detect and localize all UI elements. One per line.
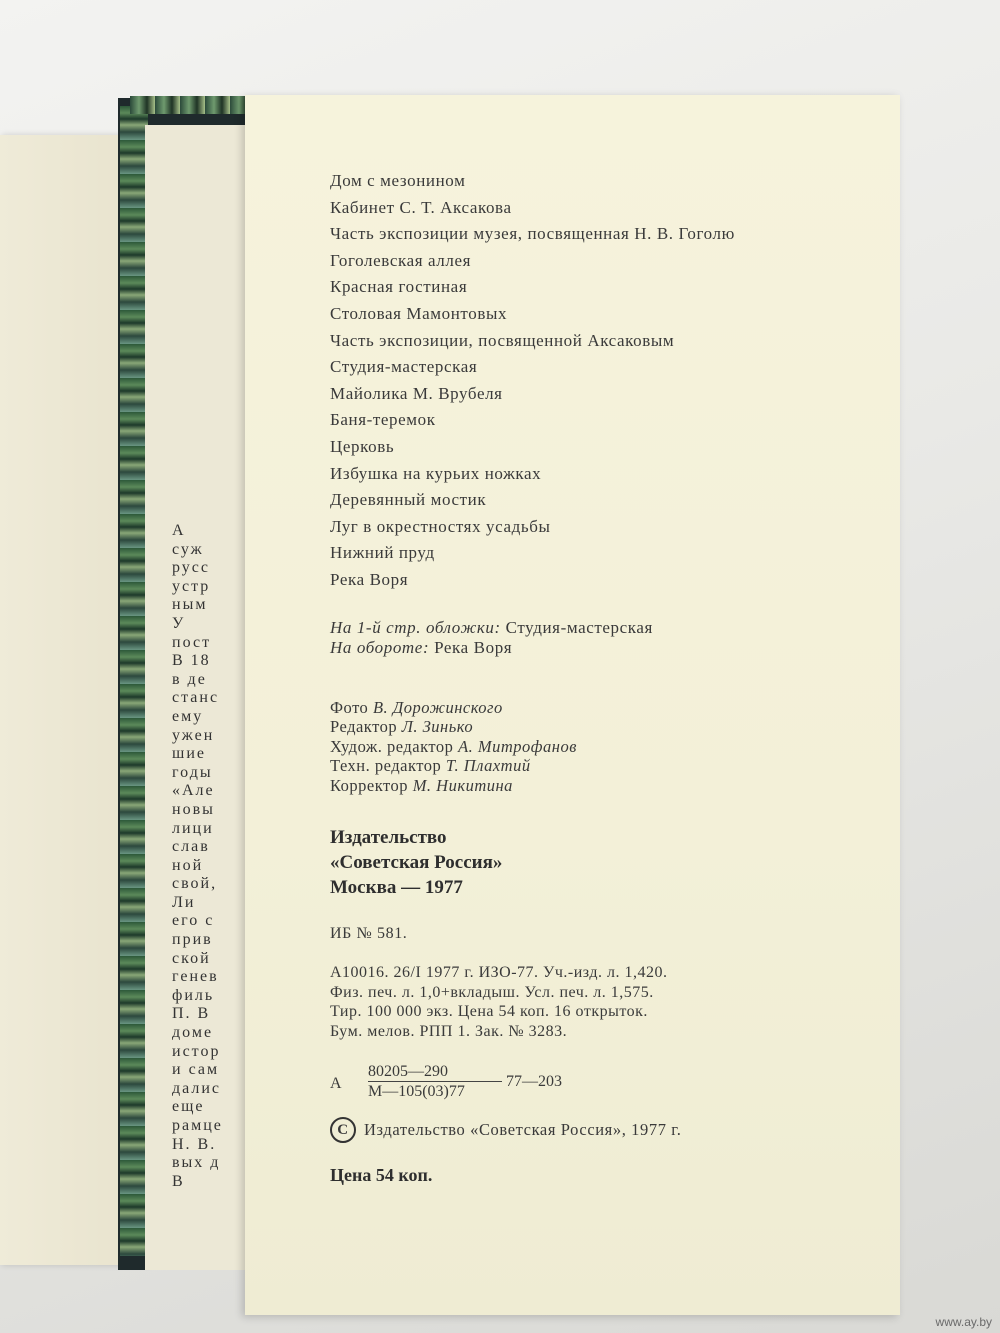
credit-art-editor [330, 737, 890, 757]
publisher-line: Издательство [330, 827, 447, 849]
index-numerator: 80205—290 [368, 1063, 448, 1081]
list-item: Часть экспозиции музея, посвященная Н. В. Гоголю [330, 224, 735, 244]
index-suffix: 77—203 [506, 1073, 562, 1091]
credit-proofreader [330, 776, 890, 796]
publisher-line: «Советская Россия» [330, 852, 503, 874]
list-item: Красная гостиная [330, 277, 468, 297]
list-item: Избушка на курьих ножках [330, 463, 542, 483]
credit-role: Фото [330, 697, 369, 717]
imprint-line: Тир. 100 000 экз. Цена 54 коп. 16 открыток. [330, 1003, 648, 1021]
list-item: Майолика М. Врубеля [330, 383, 503, 403]
front-cover-label: На 1-й стр. обложки: [330, 617, 501, 637]
imprint-line: А10016. 26/I 1977 г. ИЗО-77. Уч.-изд. л. 1,420. [330, 964, 668, 982]
credit-editor [330, 717, 890, 737]
index-letter: А [330, 1075, 342, 1093]
imprint-line: Бум. мелов. РПП 1. Зак. № 3283. [330, 1022, 568, 1040]
publisher-block [330, 825, 890, 900]
credit-name: В. Дорожинского [372, 697, 503, 717]
back-cover-note [330, 638, 890, 658]
price-label: Цена 54 коп. [330, 1165, 433, 1186]
copyright-line [330, 1117, 890, 1143]
folder-cover-photo-edge [120, 106, 148, 1256]
index-denominator: М—105(03)77 [368, 1083, 465, 1101]
list-item: Деревянный мостик [330, 490, 487, 510]
list-item: Часть экспозиции, посвященной Аксаковым [330, 330, 675, 350]
list-item: Река Воря [330, 569, 409, 589]
credit-role: Редактор [330, 717, 398, 737]
fraction-line [368, 1081, 502, 1082]
list-item: Церковь [330, 436, 395, 456]
list-item: Гоголевская аллея [330, 250, 472, 270]
index-code [330, 1063, 890, 1103]
credit-role: Худож. редактор [330, 736, 454, 756]
postcard-list [330, 168, 890, 594]
credit-photo [330, 698, 890, 718]
credit-name: М. Никитина [412, 775, 513, 795]
back-cover-label: На обороте: [330, 637, 430, 657]
colophon-content [330, 168, 890, 1186]
credit-role: Техн. редактор [330, 756, 442, 776]
ib-number: ИБ № 581. [330, 925, 408, 943]
imprint-details [330, 963, 890, 1041]
credit-name: Л. Зинько [401, 717, 474, 737]
watermark: www.ay.by [935, 1315, 992, 1329]
copyright-text: Издательство «Советская Россия», 1977 г. [364, 1120, 682, 1140]
list-item: Кабинет С. Т. Аксакова [330, 197, 512, 217]
inner-page-text-fragment: А суж русс устр ным У пост В 18 в де станс ему ужен шие годы «Але новы лици слав ной свой, Ли его с прив ской генев филь П. В доме истор и сам далис еще рамце Н. В. вых д В [172, 522, 223, 1190]
imprint-line: Физ. печ. л. 1,0+вкладыш. Усл. печ. л. 1,575. [330, 983, 654, 1001]
credit-role: Корректор [330, 775, 409, 795]
credit-name: А. Митрофанов [458, 736, 577, 756]
credit-name: Т. Плахтий [445, 756, 531, 776]
list-item: Дом с мезонином [330, 171, 466, 190]
cover-notes [330, 618, 890, 658]
credits [330, 698, 890, 796]
list-item: Баня-теремок [330, 410, 436, 430]
list-item: Луг в окрестностях усадьбы [330, 516, 551, 536]
publisher-line: Москва — 1977 [330, 877, 463, 899]
front-cover-note [330, 618, 890, 638]
list-item: Столовая Мамонтовых [330, 303, 508, 323]
credit-tech-editor [330, 756, 890, 776]
list-item: Нижний пруд [330, 543, 435, 563]
list-item: Студия-мастерская [330, 357, 478, 377]
front-cover-value: Студия-мастерская [505, 617, 653, 637]
copyright-icon: С [330, 1117, 356, 1143]
back-cover-value: Река Воря [434, 637, 513, 657]
